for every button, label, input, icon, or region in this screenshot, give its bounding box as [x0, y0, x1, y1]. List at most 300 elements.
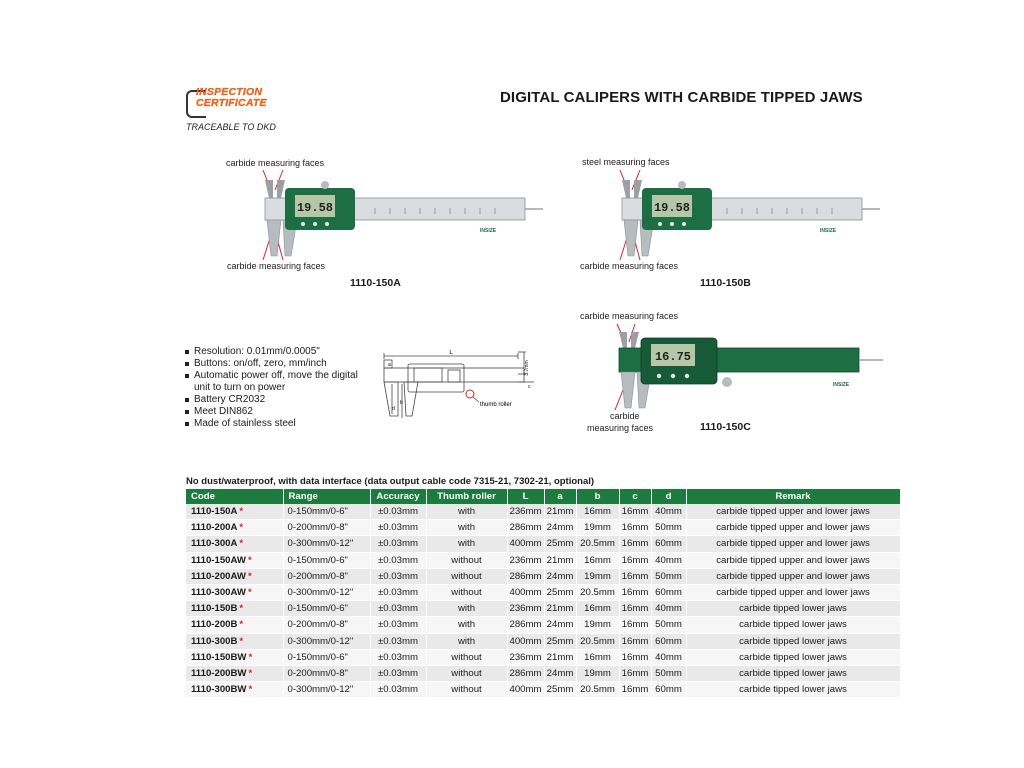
cell-value: 16mm: [621, 667, 649, 679]
table-cell: [507, 552, 544, 568]
red-star-marker: *: [247, 587, 252, 599]
caliper-c-bottom-callout-1: carbide: [610, 411, 640, 421]
cell-value: 16mm: [584, 603, 611, 615]
cell-value: ±0.03mm: [378, 570, 418, 582]
cell-value: 25mm: [546, 587, 574, 599]
table-row: [186, 601, 900, 617]
table-cell: [619, 520, 651, 536]
table-row: [186, 682, 900, 698]
cell-value: without: [451, 684, 482, 696]
display-reading-c: 16.75: [654, 350, 692, 364]
cell-value: 16mm: [621, 619, 649, 631]
header-cell: Range: [283, 489, 370, 504]
caliper-b-image: [582, 168, 882, 263]
cell-value: ±0.03mm: [378, 684, 418, 696]
cell-value: 20.5mm: [580, 635, 615, 647]
table-cell: [507, 601, 544, 617]
cell-value: 236mm: [509, 554, 542, 566]
table-cell: [651, 568, 686, 584]
table-row: [186, 633, 900, 649]
cell-value: 40mm: [655, 651, 682, 663]
table-cell: [651, 552, 686, 568]
table-cell: [426, 536, 507, 552]
table-cell: [283, 520, 370, 536]
diagram-label-d: d: [392, 406, 395, 412]
cell-value: ±0.03mm: [378, 554, 418, 566]
inspection-certificate-logo: [186, 86, 296, 136]
code-cell: [186, 552, 283, 568]
cell-value: 286mm: [509, 667, 542, 679]
red-star-marker: *: [247, 554, 252, 566]
code-cell: [186, 504, 283, 520]
cell-value: 24mm: [546, 619, 574, 631]
cell-value: 16mm: [621, 554, 649, 566]
red-star-marker: *: [248, 684, 253, 696]
table-cell: [686, 536, 900, 552]
table-cell: [544, 617, 576, 633]
cell-value: 20.5mm: [580, 538, 615, 550]
product-code: 1110-200B: [191, 619, 238, 631]
table-cell: [426, 649, 507, 665]
table-cell: [576, 584, 619, 600]
cell-value: ±0.03mm: [378, 635, 418, 647]
cell-value: 16mm: [584, 506, 611, 518]
display-reading-a: 19.58: [296, 201, 334, 215]
cell-value: carbide tipped lower jaws: [739, 603, 847, 615]
caliper-c-model-label: 1110-150C: [700, 421, 751, 433]
caliper-a-image: [225, 168, 545, 263]
cell-value: 16mm: [621, 684, 649, 696]
cell-value: 20.5mm: [580, 684, 615, 696]
cell-value: without: [451, 587, 482, 599]
header-cell: L: [507, 489, 544, 504]
cell-value: 50mm: [655, 522, 682, 534]
cell-value: 236mm: [509, 603, 542, 615]
code-cell: [186, 649, 283, 665]
table-cell: [619, 617, 651, 633]
table-cell: [619, 552, 651, 568]
cell-value: 16mm: [621, 587, 649, 599]
spec-table: [186, 489, 901, 698]
cell-value: 40mm: [655, 506, 682, 518]
cell-value: carbide tipped lower jaws: [739, 667, 847, 679]
brand-mark-a: INSIZE: [480, 228, 497, 234]
cell-value: 19mm: [584, 667, 611, 679]
cell-value: carbide tipped lower jaws: [739, 684, 847, 696]
table-row: [186, 520, 900, 536]
header-cell: Code: [186, 489, 283, 504]
table-cell: [507, 520, 544, 536]
table-cell: [651, 536, 686, 552]
table-cell: [370, 617, 426, 633]
table-cell: [507, 584, 544, 600]
brand-mark-c: INSIZE: [833, 382, 850, 388]
cell-value: 236mm: [509, 506, 542, 518]
caliper-c-top-callout: carbide measuring faces: [580, 311, 679, 321]
table-cell: [651, 682, 686, 698]
cell-value: 16mm: [621, 506, 649, 518]
logo-tagline: TRACEABLE TO DKD: [186, 122, 276, 132]
table-cell: [426, 504, 507, 520]
cell-value: 40mm: [655, 554, 682, 566]
cell-value: 60mm: [655, 684, 682, 696]
table-cell: [507, 504, 544, 520]
table-header-row: [186, 489, 900, 504]
table-cell: [370, 552, 426, 568]
table-cell: [426, 682, 507, 698]
table-cell: [651, 649, 686, 665]
cell-value: carbide tipped lower jaws: [739, 635, 847, 647]
cell-value: without: [451, 554, 482, 566]
cell-value: 400mm: [509, 684, 542, 696]
product-code: 1110-200BW: [191, 667, 247, 679]
red-star-marker: *: [248, 667, 253, 679]
code-cell: [186, 633, 283, 649]
dimension-diagram: [378, 344, 538, 434]
cell-value: with: [457, 635, 476, 647]
caliper-b-top-callout: steel measuring faces: [582, 157, 670, 167]
cell-value: 16mm: [621, 570, 649, 582]
logo-line-1: INSPECTION: [196, 86, 263, 98]
table-cell: [686, 552, 900, 568]
table-row: [186, 536, 900, 552]
table-cell: [426, 520, 507, 536]
cell-value: 0-150mm/0-6": [287, 506, 348, 518]
caliper-c-bottom-callout-2: measuring faces: [587, 423, 654, 433]
cell-value: 0-200mm/0-8": [287, 667, 348, 679]
cell-value: 400mm: [509, 635, 542, 647]
cell-value: 60mm: [655, 587, 682, 599]
cell-value: 16mm: [621, 635, 649, 647]
cell-value: carbide tipped upper and lower jaws: [716, 538, 870, 550]
cell-value: ±0.03mm: [378, 651, 418, 663]
page-title: DIGITAL CALIPERS WITH CARBIDE TIPPED JAWS: [500, 89, 863, 106]
table-cell: [576, 665, 619, 681]
table-caption: No dust/waterproof, with data interface (data output cable code 7315-21, 7302-21, optional): [186, 476, 595, 487]
table-cell: [370, 520, 426, 536]
table-cell: [651, 520, 686, 536]
header-cell: a: [544, 489, 576, 504]
table-cell: [619, 665, 651, 681]
table-cell: [370, 536, 426, 552]
cell-value: ±0.03mm: [378, 538, 418, 550]
cell-value: carbide tipped upper and lower jaws: [716, 522, 870, 534]
header-cell: b: [576, 489, 619, 504]
table-cell: [576, 520, 619, 536]
cell-value: carbide tipped lower jaws: [739, 619, 847, 631]
code-cell: [186, 665, 283, 681]
cell-value: 286mm: [509, 619, 542, 631]
cell-value: 400mm: [509, 538, 542, 550]
table-cell: [686, 665, 900, 681]
product-code: 1110-300BW: [191, 684, 247, 696]
table-cell: [576, 552, 619, 568]
table-cell: [619, 536, 651, 552]
cell-value: carbide tipped upper and lower jaws: [716, 506, 870, 518]
table-row: [186, 617, 900, 633]
code-cell: [186, 682, 283, 698]
product-code: 1110-300A: [191, 538, 238, 550]
cell-value: 50mm: [655, 667, 682, 679]
display-reading-b: 19.58: [653, 201, 691, 215]
cell-value: 16mm: [584, 554, 611, 566]
table-cell: [619, 633, 651, 649]
table-cell: [370, 504, 426, 520]
table-cell: [370, 682, 426, 698]
table-cell: [283, 504, 370, 520]
code-cell: [186, 568, 283, 584]
table-cell: [370, 665, 426, 681]
thumb-roller-label: thumb roller: [480, 402, 512, 408]
red-star-marker: *: [239, 603, 244, 615]
product-code: 1110-200A: [191, 522, 238, 534]
red-star-marker: *: [239, 538, 244, 550]
table-cell: [686, 584, 900, 600]
cell-value: 0-150mm/0-6": [287, 651, 348, 663]
header-cell: d: [651, 489, 686, 504]
table-cell: [507, 568, 544, 584]
code-cell: [186, 584, 283, 600]
table-cell: [426, 584, 507, 600]
cell-value: 21mm: [546, 554, 574, 566]
cell-value: carbide tipped upper and lower jaws: [716, 570, 870, 582]
table-cell: [283, 601, 370, 617]
product-code: 1110-300AW: [191, 587, 246, 599]
brand-mark-b: INSIZE: [820, 228, 837, 234]
table-cell: [370, 568, 426, 584]
table-cell: [619, 584, 651, 600]
cell-value: 24mm: [546, 667, 574, 679]
table-cell: [686, 520, 900, 536]
cell-value: 0-150mm/0-6": [287, 554, 348, 566]
cell-value: carbide tipped upper and lower jaws: [716, 554, 870, 566]
code-cell: [186, 617, 283, 633]
table-cell: [619, 504, 651, 520]
table-cell: [576, 633, 619, 649]
red-star-marker: *: [239, 619, 244, 631]
table-cell: [576, 649, 619, 665]
diagram-label-a: a: [388, 362, 391, 368]
caliper-b-model-label: 1110-150B: [700, 277, 751, 289]
table-row: [186, 552, 900, 568]
table-cell: [544, 504, 576, 520]
diagram-label-c: c: [528, 384, 531, 390]
cell-value: 236mm: [509, 651, 542, 663]
cell-value: 286mm: [509, 522, 542, 534]
table-cell: [686, 649, 900, 665]
cell-value: 25mm: [546, 538, 574, 550]
cell-value: 16mm: [621, 538, 649, 550]
cell-value: 19mm: [584, 619, 611, 631]
table-row: [186, 504, 900, 520]
table-cell: [686, 568, 900, 584]
caliper-a-model-label: 1110-150A: [350, 277, 401, 289]
table-cell: [507, 617, 544, 633]
cell-value: 19mm: [584, 522, 611, 534]
table-cell: [544, 682, 576, 698]
code-cell: [186, 520, 283, 536]
table-cell: [576, 617, 619, 633]
cell-value: 286mm: [509, 570, 542, 582]
cell-value: carbide tipped lower jaws: [739, 651, 847, 663]
cell-value: 21mm: [546, 603, 574, 615]
cell-value: with: [457, 506, 476, 518]
header-cell: Remark: [686, 489, 900, 504]
feature-item: Made of stainless steel: [184, 418, 364, 430]
table-row: [186, 649, 900, 665]
header-cell: Thumb roller: [426, 489, 507, 504]
table-cell: [544, 536, 576, 552]
cell-value: 24mm: [546, 522, 574, 534]
table-cell: [686, 504, 900, 520]
cell-value: 60mm: [655, 635, 682, 647]
cell-value: with: [457, 603, 476, 615]
table-cell: [686, 682, 900, 698]
cell-value: 60mm: [655, 538, 682, 550]
table-cell: [686, 601, 900, 617]
table-cell: [544, 520, 576, 536]
cell-value: 16mm: [621, 603, 649, 615]
table-cell: [283, 665, 370, 681]
table-cell: [544, 552, 576, 568]
cell-value: without: [451, 667, 482, 679]
cell-value: 0-300mm/0-12": [287, 538, 354, 550]
table-cell: [651, 584, 686, 600]
table-cell: [619, 649, 651, 665]
feature-list: [184, 346, 364, 430]
cell-value: 0-200mm/0-8": [287, 522, 348, 534]
caliper-c-image: [595, 322, 885, 412]
table-cell: [370, 584, 426, 600]
cell-value: with: [457, 538, 476, 550]
table-cell: [619, 601, 651, 617]
cell-value: 25mm: [546, 635, 574, 647]
red-star-marker: *: [239, 506, 244, 518]
feature-item: Resolution: 0.01mm/0.0005": [184, 346, 364, 358]
table-cell: [370, 649, 426, 665]
table-cell: [544, 649, 576, 665]
feature-item: Battery CR2032: [184, 394, 364, 406]
product-code: 1110-150A: [191, 506, 238, 518]
table-cell: [426, 633, 507, 649]
table-cell: [619, 568, 651, 584]
cell-value: ±0.03mm: [378, 587, 418, 599]
table-cell: [426, 568, 507, 584]
code-cell: [186, 536, 283, 552]
cell-value: ±0.03mm: [378, 522, 418, 534]
cell-value: without: [451, 570, 482, 582]
cell-value: 0-300mm/0-12": [287, 587, 354, 599]
cell-value: without: [451, 651, 482, 663]
header-cell: c: [619, 489, 651, 504]
table-cell: [426, 617, 507, 633]
table-row: [186, 665, 900, 681]
table-cell: [544, 584, 576, 600]
cell-value: 50mm: [655, 619, 682, 631]
table-row: [186, 568, 900, 584]
table-cell: [283, 682, 370, 698]
red-star-marker: *: [239, 635, 244, 647]
table-cell: [370, 601, 426, 617]
diagram-thickness-label: 3.7mm: [524, 360, 530, 376]
product-code: 1110-200AW: [191, 570, 246, 582]
cell-value: with: [457, 522, 476, 534]
caliper-a-top-callout: carbide measuring faces: [226, 158, 325, 168]
cell-value: 400mm: [509, 587, 542, 599]
cell-value: ±0.03mm: [378, 506, 418, 518]
product-code: 1110-150B: [191, 603, 238, 615]
diagram-label-l: L: [449, 350, 453, 356]
table-cell: [283, 617, 370, 633]
red-star-marker: *: [247, 570, 252, 582]
table-cell: [370, 633, 426, 649]
diagram-label-b: b: [400, 400, 403, 406]
table-cell: [576, 536, 619, 552]
table-cell: [544, 568, 576, 584]
cell-value: ±0.03mm: [378, 667, 418, 679]
cell-value: ±0.03mm: [378, 603, 418, 615]
cell-value: 0-200mm/0-8": [287, 570, 348, 582]
table-cell: [651, 617, 686, 633]
product-code: 1110-150AW: [191, 554, 246, 566]
table-cell: [576, 601, 619, 617]
cell-value: 0-200mm/0-8": [287, 619, 348, 631]
table-cell: [651, 504, 686, 520]
table-cell: [619, 682, 651, 698]
cell-value: 50mm: [655, 570, 682, 582]
logo-line-2: CERTIFICATE: [196, 97, 267, 109]
table-cell: [507, 665, 544, 681]
table-cell: [507, 649, 544, 665]
feature-item: Meet DIN862: [184, 406, 364, 418]
cell-value: 21mm: [546, 506, 574, 518]
table-cell: [544, 601, 576, 617]
table-cell: [507, 633, 544, 649]
table-cell: [544, 665, 576, 681]
table-cell: [686, 617, 900, 633]
table-cell: [576, 568, 619, 584]
table-cell: [507, 682, 544, 698]
cell-value: 0-300mm/0-12": [287, 684, 354, 696]
cell-value: 19mm: [584, 570, 611, 582]
cell-value: 24mm: [546, 570, 574, 582]
table-cell: [576, 682, 619, 698]
table-cell: [651, 633, 686, 649]
table-cell: [283, 536, 370, 552]
table-cell: [283, 649, 370, 665]
table-cell: [544, 633, 576, 649]
cell-value: 40mm: [655, 603, 682, 615]
table-cell: [283, 568, 370, 584]
red-star-marker: *: [248, 651, 253, 663]
table-cell: [283, 633, 370, 649]
cell-value: 0-300mm/0-12": [287, 635, 354, 647]
red-star-marker: *: [239, 522, 244, 534]
table-cell: [426, 665, 507, 681]
table-cell: [576, 504, 619, 520]
code-cell: [186, 601, 283, 617]
table-cell: [426, 601, 507, 617]
cell-value: 20.5mm: [580, 587, 615, 599]
cell-value: carbide tipped upper and lower jaws: [716, 587, 870, 599]
caliper-a-bottom-callout: carbide measuring faces: [227, 261, 326, 271]
table-body: [186, 504, 900, 698]
cell-value: 25mm: [546, 684, 574, 696]
cell-value: with: [457, 619, 476, 631]
table-cell: [283, 552, 370, 568]
feature-item: Automatic power off, move the digital unit to turn on power: [184, 370, 364, 394]
feature-item: Buttons: on/off, zero, mm/inch: [184, 358, 364, 370]
